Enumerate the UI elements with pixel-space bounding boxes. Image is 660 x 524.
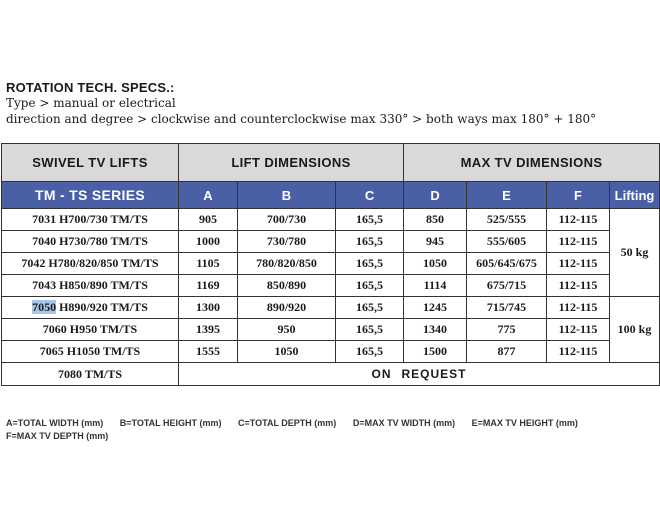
table-row [2,275,660,297]
cell-d: 1050 [404,253,467,275]
dimension-legend [6,417,656,443]
model-cell: 7065 H1050 TM/TS [2,341,179,363]
specs-heading [6,80,646,127]
lifting-50kg: 50 kg [610,209,660,297]
highlighted-model-number: 7050 [32,300,57,314]
header-lift-dimensions: LIFT DIMENSIONS [179,144,404,182]
table-row [2,209,660,231]
col-header-b: B [238,182,336,209]
cell-d: 1114 [404,275,467,297]
cell-c: 165,5 [336,319,404,341]
lifting-100kg: 100 kg [610,297,660,363]
table-row [2,341,660,363]
cell-c: 165,5 [336,231,404,253]
cell-f: 112-115 [547,275,610,297]
cell-c: 165,5 [336,209,404,231]
col-header-a: A [179,182,238,209]
model-cell: 7060 H950 TM/TS [2,319,179,341]
on-request-word-on: ON [371,367,392,381]
cell-e: 877 [467,341,547,363]
cell-b: 1050 [238,341,336,363]
cell-d: 1340 [404,319,467,341]
model-cell: 7042 H780/820/850 TM/TS [2,253,179,275]
cell-c: 165,5 [336,275,404,297]
cell-c: 165,5 [336,297,404,319]
cell-a: 1555 [179,341,238,363]
cell-c: 165,5 [336,253,404,275]
cell-f: 112-115 [547,319,610,341]
legend-b: B=TOTAL HEIGHT (mm) [119,418,222,428]
model-suffix: H890/920 TM/TS [56,300,148,314]
cell-f: 112-115 [547,297,610,319]
cell-b: 780/820/850 [238,253,336,275]
legend-f: F=MAX TV DEPTH (mm) [6,431,109,441]
on-request-word-request: REQUEST [401,367,467,381]
col-header-d: D [404,182,467,209]
table-row [2,297,660,319]
cell-e: 775 [467,319,547,341]
col-header-lifting: Lifting [610,182,660,209]
cell-a: 1395 [179,319,238,341]
col-header-e: E [467,182,547,209]
cell-a: 905 [179,209,238,231]
table-row [2,319,660,341]
model-cell: 7043 H850/890 TM/TS [2,275,179,297]
legend-d: D=MAX TV WIDTH (mm) [352,418,456,428]
cell-e: 675/715 [467,275,547,297]
cell-a: 1105 [179,253,238,275]
legend-c: C=TOTAL DEPTH (mm) [238,418,337,428]
cell-b: 730/780 [238,231,336,253]
cell-e: 555/605 [467,231,547,253]
model-cell: 7080 TM/TS [2,363,179,386]
cell-f: 112-115 [547,253,610,275]
cell-d: 1500 [404,341,467,363]
cell-b: 890/920 [238,297,336,319]
column-header-row [2,182,660,209]
cell-a: 1169 [179,275,238,297]
cell-a: 1000 [179,231,238,253]
cell-b: 700/730 [238,209,336,231]
cell-e: 715/745 [467,297,547,319]
legend-e: E=MAX TV HEIGHT (mm) [471,418,578,428]
table-row [2,231,660,253]
cell-d: 850 [404,209,467,231]
on-request-row [2,363,660,386]
cell-d: 1245 [404,297,467,319]
cell-f: 112-115 [547,209,610,231]
heading-title: ROTATION TECH. SPECS.: [6,80,175,95]
specs-table [1,143,660,386]
cell-f: 112-115 [547,231,610,253]
header-max-tv-dimensions: MAX TV DIMENSIONS [404,144,660,182]
cell-e: 605/645/675 [467,253,547,275]
heading-direction-line: direction and degree > clockwise and counterclockwise max 330° > both ways max 180° + 180° [6,112,597,126]
header-swivel-tv-lifts: SWIVEL TV LIFTS [2,144,179,182]
series-label: TM - TS SERIES [2,182,179,209]
legend-a: A=TOTAL WIDTH (mm) [6,418,104,428]
cell-c: 165,5 [336,341,404,363]
table-row [2,253,660,275]
cell-d: 945 [404,231,467,253]
col-header-c: C [336,182,404,209]
cell-b: 950 [238,319,336,341]
on-request-cell [179,363,660,386]
heading-type-line: Type > manual or electrical [6,96,176,110]
cell-f: 112-115 [547,341,610,363]
cell-e: 525/555 [467,209,547,231]
col-header-f: F [547,182,610,209]
cell-b: 850/890 [238,275,336,297]
group-header-row [2,144,660,182]
model-cell [2,297,179,319]
model-cell: 7031 H700/730 TM/TS [2,209,179,231]
model-cell: 7040 H730/780 TM/TS [2,231,179,253]
cell-a: 1300 [179,297,238,319]
